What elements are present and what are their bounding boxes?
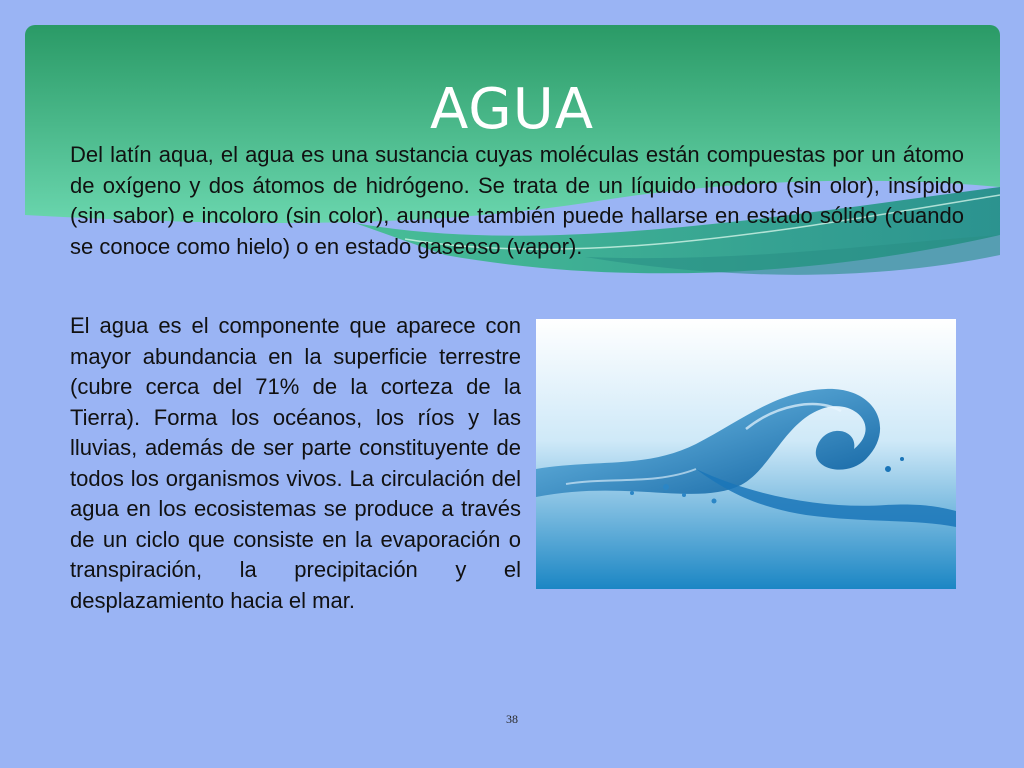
body-paragraph: El agua es el componente que aparece con mayor abundancia en la superficie terrestre (cubre cerca del 71% de la corteza de la Tierra). Forma los océanos, los ríos y las lluvias, además de ser parte constituyente de todos los organismos vivos. La circulación del agua en los ecosistemas se produce a través de un ciclo que consiste en la evaporación o transpiración, la precipitación y el desplazamiento hacia el mar. [70,313,521,613]
slide-title: AGUA [429,77,594,142]
water-splash-icon [536,319,956,589]
intro-paragraph: Del latín aqua, el agua es una sustancia cuyas moléculas están compuestas por un átomo de oxígeno y dos átomos de hidrógeno. Se trata de un líquido inodoro (sin olor), insípido (sin sabor) e incoloro (sin color), aunque también puede hallarse en estado sólido (cuando se conoce como hielo) o en estado gaseoso (vapor). [70,142,964,259]
page-number: 38 [506,712,518,726]
water-splash-image [536,319,956,589]
